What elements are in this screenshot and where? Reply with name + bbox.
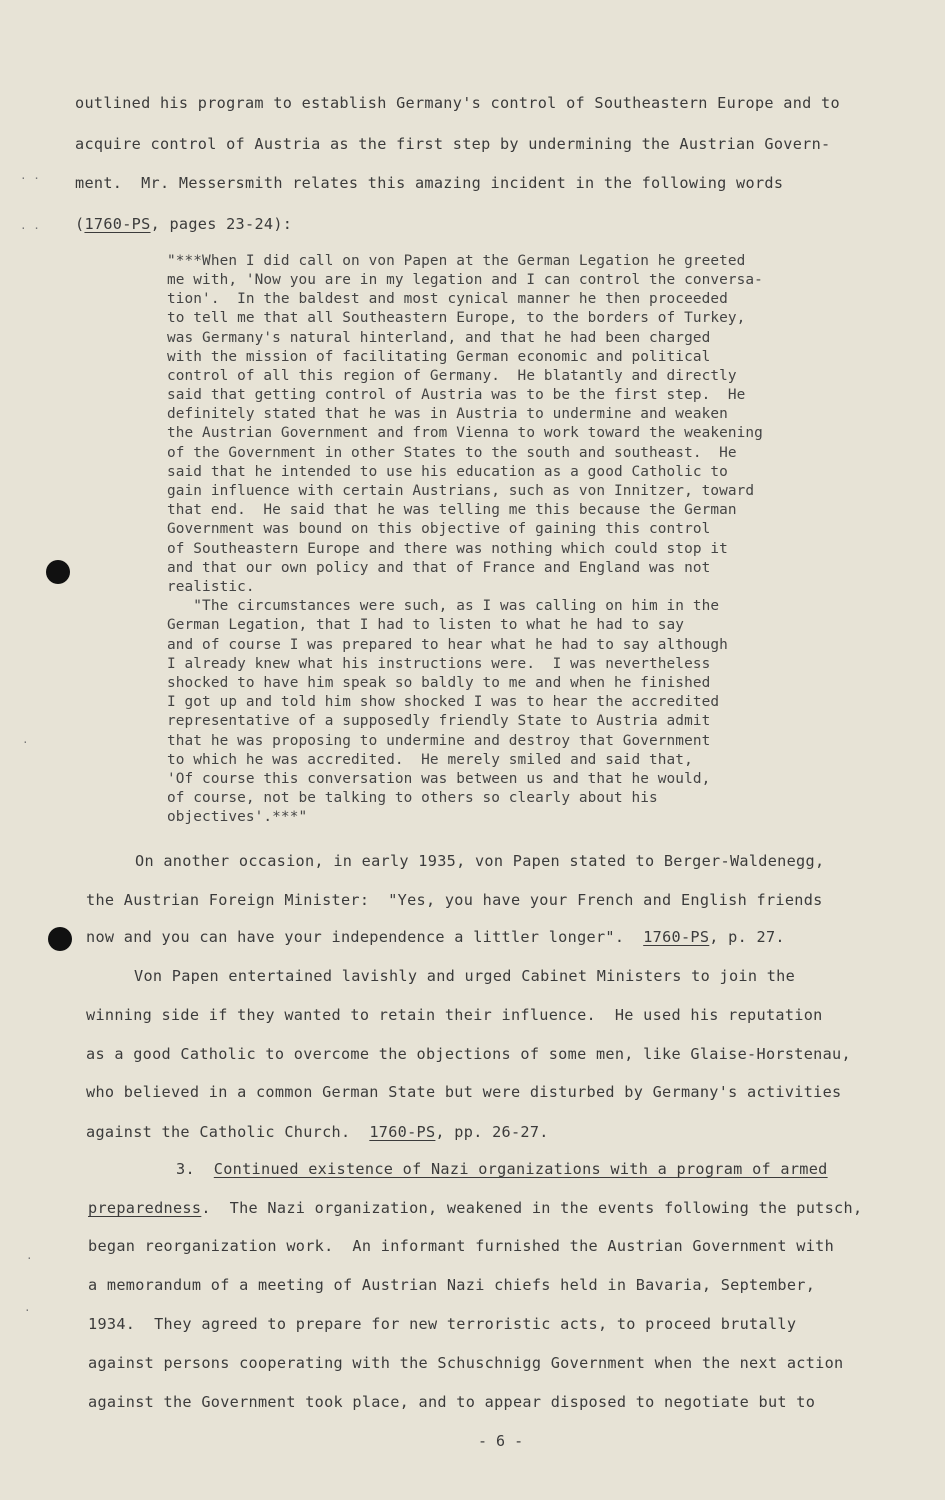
body-line: began reorganization work. An informant furnished the Austrian Government with [88, 1237, 835, 1255]
quote-line: of Southeastern Europe and there was nothing which could stop it [167, 541, 728, 557]
quote-line: objectives'.***" [167, 809, 308, 825]
citation-ref: 1760-PS [643, 928, 710, 946]
quote-line: 'Of course this conversation was between us and that he would, [167, 771, 711, 787]
citation-ref: 1760-PS [369, 1123, 436, 1141]
page-number: - 6 - [478, 1432, 524, 1450]
body-line: against persons cooperating with the Schuschnigg Government when the next action [88, 1354, 844, 1372]
body-line: ment. Mr. Messersmith relates this amazing incident in the following words [75, 174, 784, 192]
quote-line: said that he intended to use his education as a good Catholic to [167, 464, 728, 480]
citation-line [75, 215, 292, 233]
quote-line: German Legation, that I had to listen to what he had to say [167, 617, 685, 633]
section-heading-cont [88, 1199, 862, 1217]
section-heading-text: preparedness [88, 1199, 202, 1217]
quote-line: representative of a supposedly friendly State to Austria admit [167, 713, 711, 729]
quote-line: control of all this region of Germany. He blatantly and directly [167, 368, 737, 384]
body-line: 1934. They agreed to prepare for new terroristic acts, to proceed brutally [88, 1315, 797, 1333]
body-line: outlined his program to establish Germany's control of Southeastern Europe and to [75, 94, 840, 112]
punch-hole-top [46, 560, 70, 584]
quote-line: to tell me that all Southeastern Europe, to the borders of Turkey, [167, 310, 746, 326]
punch-hole-bottom [48, 927, 72, 951]
section-heading [176, 1160, 828, 1178]
margin-mark: · · [20, 222, 40, 235]
citation-open: ( [75, 215, 85, 233]
quote-line: tion'. In the baldest and most cynical manner he then proceeded [167, 291, 728, 307]
body-text: . The Nazi organization, weakened in the events following the putsch, [201, 1199, 863, 1217]
body-line: On another occasion, in early 1935, von Papen stated to Berger-Waldenegg, [135, 852, 825, 870]
citation-ref: 1760-PS [84, 215, 151, 233]
quote-line: "***When I did call on von Papen at the German Legation he greeted [167, 253, 746, 269]
body-line: winning side if they wanted to retain their influence. He used his reputation [86, 1006, 823, 1024]
citation-rest: , pages 23-24): [150, 215, 293, 233]
quote-line: definitely stated that he was in Austria to undermine and weaken [167, 406, 728, 422]
citation-rest: , p. 27. [709, 928, 785, 946]
quote-line: shocked to have him speak so baldly to me and when he finished [167, 675, 711, 691]
quote-line: and of course I was prepared to hear what he had to say although [167, 637, 728, 653]
quote-line: "The circumstances were such, as I was calling on him in the [167, 598, 720, 614]
quote-line: with the mission of facilitating German economic and political [167, 349, 711, 365]
quote-line: I got up and told him show shocked I was to hear the accredited [167, 694, 720, 710]
quote-line: said that getting control of Austria was to be the first step. He [167, 387, 746, 403]
body-line: acquire control of Austria as the first step by undermining the Austrian Govern- [75, 135, 831, 153]
citation-rest: , pp. 26-27. [435, 1123, 549, 1141]
margin-mark: · [26, 1252, 33, 1265]
body-text: now and you can have your independence a littler longer". [86, 928, 644, 946]
body-line: the Austrian Foreign Minister: "Yes, you have your French and English friends [86, 891, 823, 909]
body-line: as a good Catholic to overcome the objections of some men, like Glaise-Horstenau, [86, 1045, 851, 1063]
body-line: against the Government took place, and to appear disposed to negotiate but to [88, 1393, 816, 1411]
section-heading-text: Continued existence of Nazi organizations with a program of armed [213, 1160, 828, 1178]
quote-line: that he was proposing to undermine and destroy that Government [167, 733, 711, 749]
quote-line: and that our own policy and that of France and England was not [167, 560, 711, 576]
quote-line: of the Government in other States to the south and southeast. He [167, 445, 737, 461]
quote-line: the Austrian Government and from Vienna to work toward the weakening [167, 425, 763, 441]
quote-line: of course, not be talking to others so clearly about his [167, 790, 658, 806]
quote-line: gain influence with certain Austrians, such as von Innitzer, toward [167, 483, 755, 499]
section-number: 3. [176, 1160, 195, 1178]
body-line: Von Papen entertained lavishly and urged Cabinet Ministers to join the [134, 967, 796, 985]
quote-line: Government was bound on this objective of gaining this control [167, 521, 711, 537]
quote-line: to which he was accredited. He merely smiled and said that, [167, 752, 693, 768]
margin-mark: · [22, 736, 29, 749]
quote-line: realistic. [167, 579, 255, 595]
citation-line [86, 928, 785, 946]
quote-line: me with, 'Now you are in my legation and I can control the conversa- [167, 272, 763, 288]
margin-mark: · [24, 1304, 31, 1317]
quote-line: that end. He said that he was telling me this because the German [167, 502, 737, 518]
quote-line: was Germany's natural hinterland, and that he had been charged [167, 330, 711, 346]
citation-line [86, 1123, 549, 1141]
quote-line: I already knew what his instructions were. I was nevertheless [167, 656, 711, 672]
body-text: against the Catholic Church. [86, 1123, 370, 1141]
body-line: a memorandum of a meeting of Austrian Nazi chiefs held in Bavaria, September, [88, 1276, 816, 1294]
body-line: who believed in a common German State but were disturbed by Germany's activities [86, 1083, 842, 1101]
margin-mark: · · [20, 172, 40, 185]
